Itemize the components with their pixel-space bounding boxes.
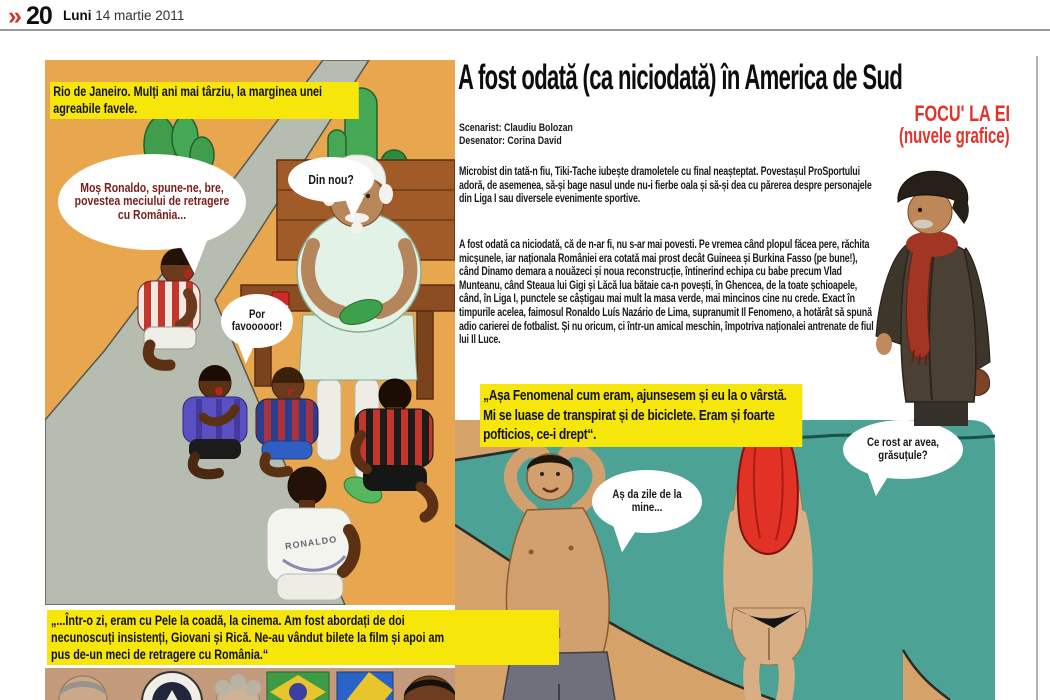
pull-quote-text: „Așa Fenomenal cum eram, ajunsesem și eu la o vârstă. Mi se luase de transpirat și de biciclete. Eram și foarte pofticios, ce-i drept“.	[480, 384, 802, 447]
blue-yellow-flag	[337, 672, 393, 700]
bottom-strip-illustration	[45, 668, 455, 700]
speech-bubble-beach-woman-text: Ce rost ar avea, grăsuțule?	[867, 437, 939, 462]
rubric-line1: FOCU' LA EI	[914, 101, 1010, 126]
date-line	[63, 8, 184, 23]
coat-man-illustration	[870, 150, 1010, 426]
panel1-caption	[50, 82, 352, 119]
bubble-tail	[237, 337, 262, 365]
speech-bubble-por	[221, 294, 293, 348]
pull-quote	[480, 384, 888, 447]
speech-bubble-ronaldo	[288, 157, 374, 202]
speech-bubble-ronaldo-text: Din nou?	[308, 172, 354, 187]
article-title: A fost odată (ca niciodată) în America de Sud	[458, 58, 903, 97]
comic-panel-favela	[45, 60, 455, 605]
coat-man-figure	[870, 150, 1010, 426]
left-hand	[876, 333, 892, 355]
panel1-caption-bottom-text: „...Într-o zi, eram cu Pele la coadă, la cinema. Am fost abordați de doi necunoscuți insistenți, Giovani și Rică. Ne-au vândut bilete la film și apoi am pus de-un meci de retragere cu România.“	[47, 610, 457, 665]
speech-bubble-beach-man	[592, 470, 702, 533]
scarf-wrap	[906, 231, 958, 257]
article-paragraph-2: A fost odată ca niciodată, că de n-ar fi, nu s-ar mai povesti. Pe vremea când plopul făcea pere, răchita micșunele, iar naționala României era cotată mai prost decât Guineea și Burkina Fasso (pe bune!), când Dinamo demara a nouăzeci și noua reconstrucție, întinerind echipa cu babe precum Vlad Munteanu, când Steaua lui Gigi și Lăcă lua bătaie ca-n povești, în Ghencea, de la toate șchioapele, când, în Liga I, punctele se câștigau mai mult la masa verde, mai mincinos cine nu crede. Exact în timpurile acelea, faimosul Ronaldo Luís Nazário de Lima, supranumit Il Fenomeno, a hotărât să spună adio carierei de fotbalist. Și nu oricum, ci într-un amical meschin, împotriva naționalei antrenate de fiul lui Il Luce.	[459, 239, 874, 347]
credit-artist: Desenator: Corina David	[459, 135, 562, 147]
header-rule	[0, 29, 1050, 31]
speech-bubble-kids-text: Moș Ronaldo, spune-ne, bre, povestea meciului de retragere cu România...	[74, 180, 230, 222]
date-text: 14 martie 2011	[95, 8, 185, 23]
speech-bubble-por-text: Por favooooor!	[231, 308, 283, 333]
page-edge-rule	[1036, 56, 1038, 700]
jersey-name: RONALDO	[284, 534, 338, 552]
brazil-flag	[267, 672, 329, 700]
speech-bubble-kids	[58, 154, 246, 250]
article-paragraph-1: Microbist din tată-n fiu, Tiki-Tache iubește dramoletele cu final neașteptat. Povestașul ProSportului adoră, de asemenea, să-și bage nasul unde nu-i fierbe oala și să-și dea cu părerea despre personajele din Liga I sau diversele evenimente sportive.	[459, 166, 872, 206]
page-marker-chevrons: »	[8, 2, 20, 30]
gray-mustache	[913, 220, 933, 229]
credit-writer: Scenarist: Claudiu Bolozan	[459, 122, 573, 134]
speech-bubble-beach-man-text: Aș da zile de la mine...	[612, 489, 682, 514]
panel1-caption-text: Rio de Janeiro. Mulți ani mai târziu, la marginea unei agreabile favele.	[50, 82, 359, 119]
page-number: 20	[26, 2, 52, 30]
panel1-caption-bottom	[47, 610, 559, 665]
red-scarf	[907, 246, 932, 358]
rubric-line2: (nuvele grafice)	[899, 123, 1010, 148]
comic-panel-bottom-strip	[45, 668, 455, 700]
day-label: Luni	[63, 8, 92, 23]
